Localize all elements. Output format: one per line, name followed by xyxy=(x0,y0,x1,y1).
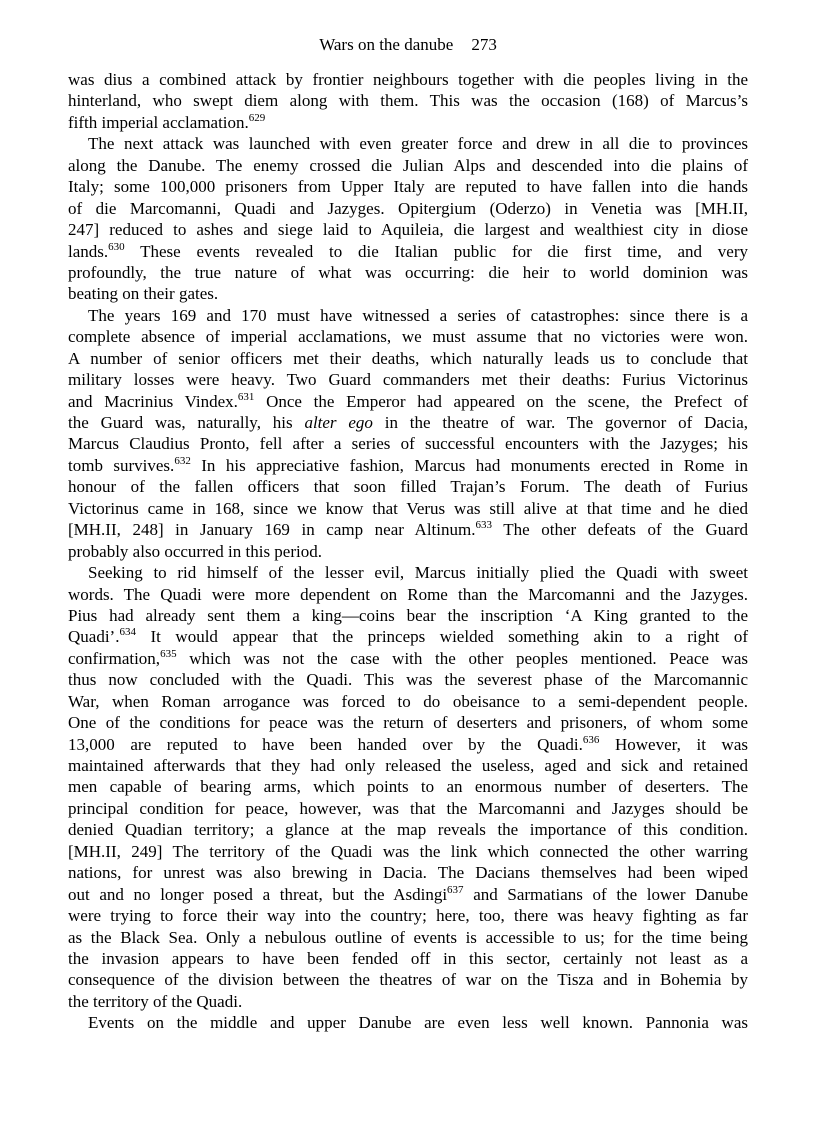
text-run: A number of senior officers met their deaths, which naturally leads us to conclude that xyxy=(68,348,748,368)
paragraph xyxy=(68,133,748,305)
text-line xyxy=(68,734,748,755)
text-line xyxy=(68,905,748,926)
text-line xyxy=(68,241,748,262)
text-run: fifth imperial acclamation. xyxy=(68,112,249,132)
text-line xyxy=(68,348,748,369)
text-line xyxy=(68,605,748,626)
text-line xyxy=(68,90,748,111)
text-run: honour of the fallen officers that soon filled Trajan’s Forum. The death of Furius xyxy=(68,477,748,497)
text-run: Italy; some 100,000 prisoners from Upper Italy are reputed to have fallen into die hands xyxy=(68,177,748,197)
text-line xyxy=(68,176,748,197)
text-line xyxy=(68,326,748,347)
text-run: as the Black Sea. Only a nebulous outline of events is accessible to us; for the time being xyxy=(68,927,748,947)
text-line xyxy=(68,798,748,819)
text-line xyxy=(68,1012,748,1033)
text-run: was dius a combined attack by frontier neighbours together with die peoples living in the xyxy=(68,70,748,89)
text-line xyxy=(68,862,748,883)
text-line xyxy=(68,198,748,219)
text-line xyxy=(68,841,748,862)
text-run: thus now concluded with the Quadi. This was the severest phase of the Marcomannic xyxy=(68,670,748,690)
text-run: In his appreciative fashion, Marcus had monuments erected in Rome in xyxy=(190,455,748,475)
text-line xyxy=(68,133,748,154)
text-line xyxy=(68,455,748,476)
text-run: profoundly, the true nature of what was occurring: die heir to world dominion was xyxy=(68,262,748,282)
text-run: tomb survives. xyxy=(68,455,175,475)
footnote-ref: 634 xyxy=(119,626,136,639)
text-line xyxy=(68,112,748,133)
text-run: and Sarmatians of the lower Danube xyxy=(463,884,748,904)
text-line xyxy=(68,498,748,519)
text-line xyxy=(68,927,748,948)
text-line xyxy=(68,412,748,433)
text-run: Once the Emperor had appeared on the scene, the Prefect of xyxy=(254,391,748,411)
chapter-title: Wars on the danube xyxy=(319,35,454,54)
text-run: [MH.II, 248] in January 169 in camp near Altinum. xyxy=(68,520,476,540)
text-line xyxy=(68,391,748,412)
text-line xyxy=(68,433,748,454)
page-number: 273 xyxy=(471,35,497,54)
text-line xyxy=(68,819,748,840)
paragraph xyxy=(68,1012,748,1033)
text-run: complete absence of imperial acclamations, we must assume that no victories were won. xyxy=(68,327,748,347)
paragraph xyxy=(68,305,748,562)
text-line xyxy=(68,948,748,969)
paragraph xyxy=(68,562,748,1012)
text-run: nations, for unrest was also brewing in Dacia. The Dacians themselves had been wiped xyxy=(68,863,748,883)
text-run: One of the conditions for peace was the return of deserters and prisoners, of whom some xyxy=(68,713,748,733)
text-run: beating on their gates. xyxy=(68,284,219,304)
text-run: These events revealed to die Italian public for die first time, and very xyxy=(124,241,748,261)
text-line xyxy=(68,562,748,583)
text-run: The next attack was launched with even greater force and drew in all die to provinces xyxy=(88,134,748,154)
text-run: confirmation, xyxy=(68,648,161,668)
text-run: 247] reduced to ashes and siege laid to Aquileia, die largest and wealthiest city in diose xyxy=(68,220,748,240)
text-run: out and no longer posed a threat, but the Asdingi xyxy=(68,884,448,904)
text-run: It would appear that the princeps wielded something akin to a right of xyxy=(135,627,748,647)
text-run: Marcus Claudius Pronto, fell after a series of successful encounters with the Jazyges; his xyxy=(68,434,748,454)
footnote-ref: 633 xyxy=(475,519,492,532)
footnote-ref: 635 xyxy=(160,647,177,660)
text-line xyxy=(68,691,748,712)
text-line xyxy=(68,712,748,733)
text-run: the Guard was, naturally, his xyxy=(68,413,305,432)
text-line xyxy=(68,969,748,990)
text-line xyxy=(68,776,748,797)
footnote-ref: 631 xyxy=(237,390,255,403)
text-line xyxy=(68,219,748,240)
text-run: War, when Roman arrogance was forced to do obeisance to a semi-dependent people. xyxy=(68,691,748,711)
footnote-ref: 636 xyxy=(582,733,600,746)
text-run: Victorinus came in 168, since we know that Verus was still alive at that time and he died xyxy=(68,498,748,518)
text-run: Quadi’. xyxy=(68,627,120,647)
text-line xyxy=(68,584,748,605)
text-run: Pius had already sent them a king—coins bear the inscription ‘A King granted to the xyxy=(68,605,748,625)
text-run: along the Danube. The enemy crossed die Julian Alps and descended into die plains of xyxy=(68,155,748,175)
text-line xyxy=(68,283,748,304)
text-run: were trying to force their way into the country; here, too, there was heavy fighting as far xyxy=(68,906,748,926)
footnote-ref: 637 xyxy=(447,883,464,896)
italic-text: alter ego xyxy=(304,413,373,432)
paragraph xyxy=(68,69,748,133)
body-text xyxy=(68,69,748,1034)
text-run: words. The Quadi were more dependent on Rome than the Marcomanni and the Jazyges. xyxy=(68,584,748,604)
text-run: maintained afterwards that they had only released the useless, aged and sick and retained xyxy=(68,756,748,775)
text-run: men capable of bearing arms, which points to an enormous number of deserters. The xyxy=(68,777,748,797)
text-line xyxy=(68,755,748,776)
text-run: Seeking to rid himself of the lesser evil, Marcus initially plied the Quadi with sweet xyxy=(88,563,748,583)
text-line xyxy=(68,369,748,390)
text-run: military losses were heavy. Two Guard commanders met their deaths: Furius Victorinus xyxy=(68,370,748,390)
text-line xyxy=(68,69,748,90)
running-header xyxy=(0,35,816,55)
footnote-ref: 630 xyxy=(108,240,125,253)
text-line xyxy=(68,519,748,540)
text-run: principal condition for peace, however, was that the Marcomanni and Jazyges should be xyxy=(68,798,748,818)
text-run: 13,000 are reputed to have been handed over by the Quadi. xyxy=(68,734,583,754)
text-run: of die Marcomanni, Quadi and Jazyges. Opitergium (Oderzo) in Venetia was [MH.II, xyxy=(68,198,748,218)
text-line xyxy=(68,669,748,690)
text-line xyxy=(68,262,748,283)
text-run: in the theatre of war. The governor of Dacia, xyxy=(372,413,749,432)
footnote-ref: 629 xyxy=(248,111,266,124)
text-run: The years 169 and 170 must have witnessed a series of catastrophes: since there is a xyxy=(88,305,748,325)
text-line xyxy=(68,305,748,326)
text-run: which was not the case with the other peoples mentioned. Peace was xyxy=(176,648,748,668)
text-run: denied Quadian territory; a glance at the map reveals the importance of this condition. xyxy=(68,820,748,840)
text-run: the invasion appears to have been fended off in this sector, certainly not least as a xyxy=(68,948,748,968)
text-line xyxy=(68,476,748,497)
text-line xyxy=(68,991,748,1012)
text-run: hinterland, who swept diem along with them. This was the occasion (168) of Marcus’s xyxy=(68,91,748,111)
text-line xyxy=(68,541,748,562)
text-line xyxy=(68,155,748,176)
text-line xyxy=(68,648,748,669)
text-line xyxy=(68,884,748,905)
text-run: probably also occurred in this period. xyxy=(68,541,322,561)
text-run: and Macrinius Vindex. xyxy=(68,391,238,411)
text-run: The other defeats of the Guard xyxy=(491,520,748,540)
text-run: the territory of the Quadi. xyxy=(68,991,243,1011)
text-run: Events on the middle and upper Danube are even less well known. Pannonia was xyxy=(88,1013,748,1033)
text-run: However, it was xyxy=(599,734,748,754)
text-run: consequence of the division between the theatres of war on the Tisza and in Bohemia by xyxy=(68,970,748,990)
text-run: lands. xyxy=(68,241,109,261)
text-line xyxy=(68,626,748,647)
text-run: [MH.II, 249] The territory of the Quadi was the link which connected the other warring xyxy=(68,841,748,861)
footnote-ref: 632 xyxy=(174,454,191,467)
